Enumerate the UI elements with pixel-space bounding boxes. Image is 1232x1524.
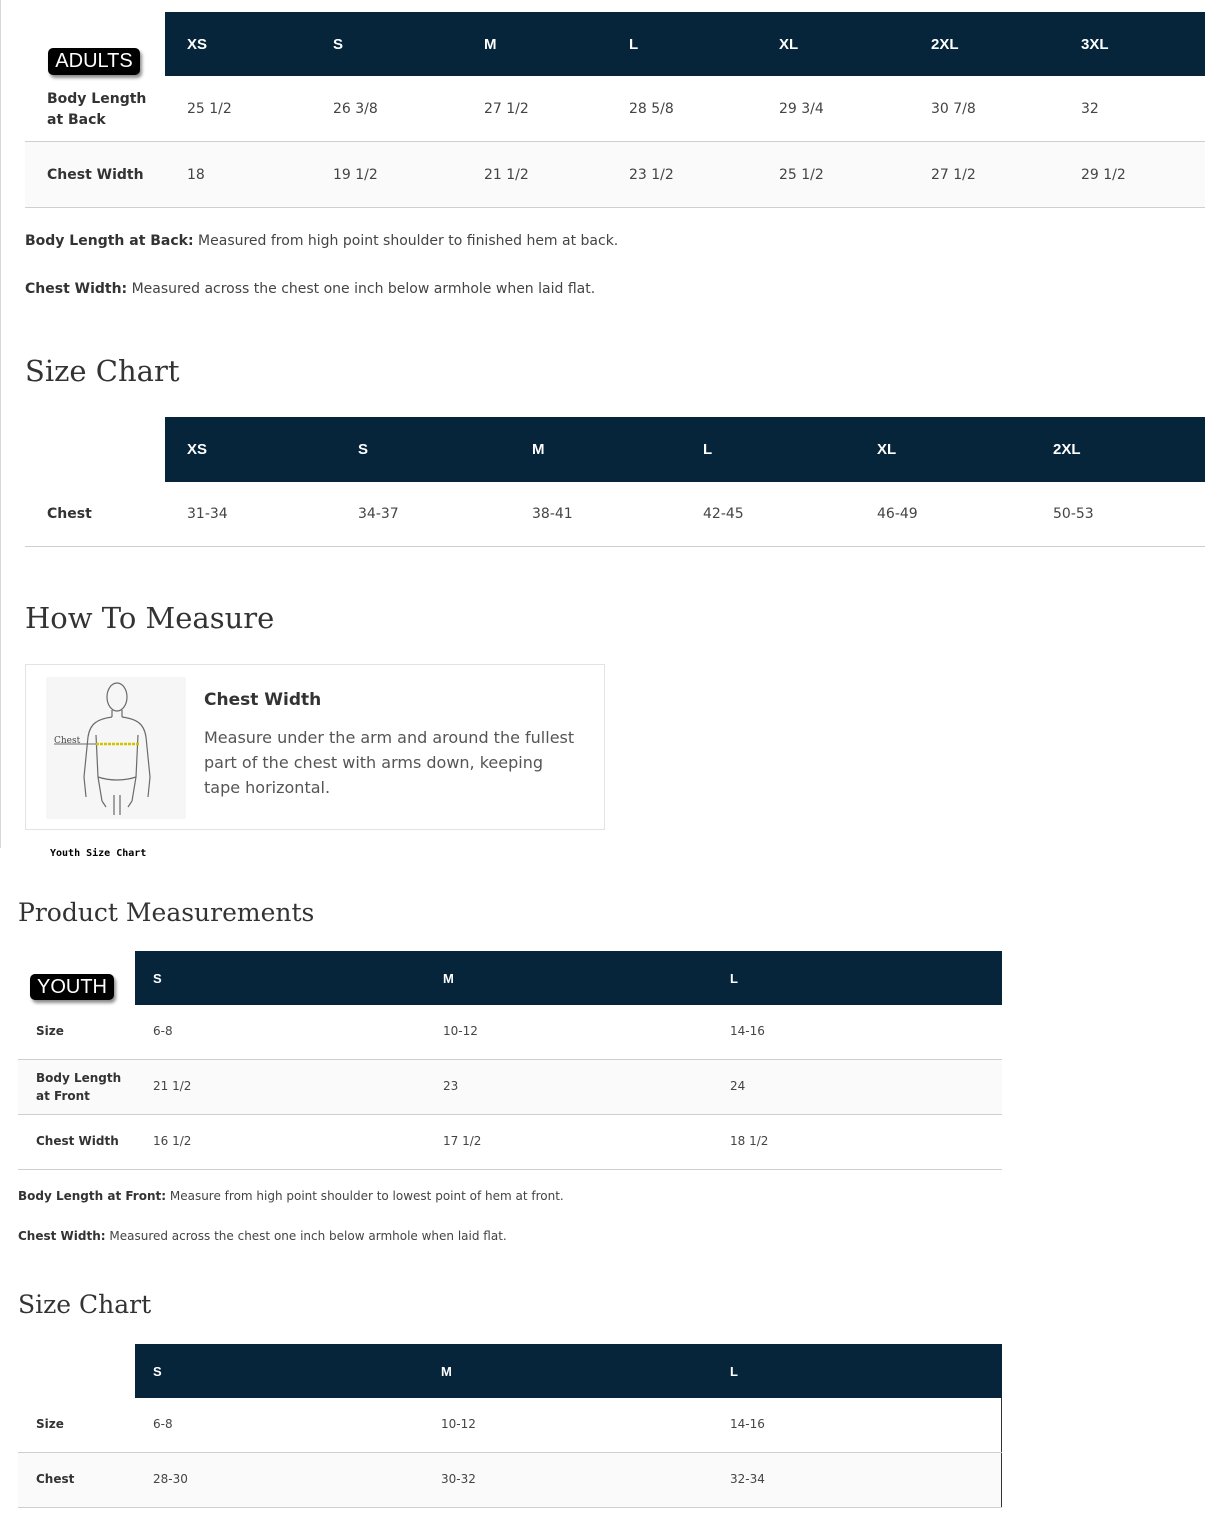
youth-tag: [30, 974, 114, 1000]
table-cell: 30-32: [441, 1472, 476, 1486]
table-cell: 16 1/2: [153, 1134, 192, 1148]
table-cell: 31-34: [187, 506, 228, 522]
note-text: Measure from high point shoulder to lowest point of hem at front.: [166, 1189, 564, 1203]
column-header: 3XL: [1081, 36, 1109, 53]
card-title: Chest Width: [204, 690, 322, 710]
column-header: L: [730, 971, 738, 986]
table-row: [25, 142, 1205, 207]
measurement-note: [18, 1229, 507, 1243]
row-label: Body Length at Front: [36, 1071, 122, 1103]
section-heading: How To Measure: [25, 601, 275, 635]
body-figure-icon: [46, 677, 186, 819]
column-header: XL: [877, 441, 897, 458]
note-term: Chest Width:: [25, 281, 128, 297]
youth-tag-label: YOUTH: [37, 975, 107, 998]
table-row: [18, 1115, 1002, 1169]
note-text: Measured from high point shoulder to finished hem at back.: [193, 233, 619, 249]
column-header: M: [443, 971, 454, 986]
section-heading: Product Measurements: [18, 898, 315, 927]
table-cell: 25 1/2: [187, 101, 232, 117]
row-divider: [18, 1169, 1002, 1170]
figure-chest-label: Chest: [54, 736, 81, 746]
table-cell: 28 5/8: [629, 101, 674, 117]
column-header: S: [333, 36, 344, 53]
column-header: 2XL: [931, 36, 959, 53]
adults-tag-label: ADULTS: [55, 50, 133, 72]
note-term: Chest Width:: [18, 1229, 106, 1243]
youth-size-chart-header: [135, 1344, 1002, 1398]
table-cell: 6-8: [153, 1417, 173, 1431]
table-cell: 19 1/2: [333, 167, 378, 183]
row-divider: [18, 1507, 1002, 1508]
table-cell: 30 7/8: [931, 101, 976, 117]
row-label: Body Length at Back: [47, 91, 147, 128]
table-cell: 28-30: [153, 1472, 188, 1486]
column-header: XS: [187, 36, 208, 53]
how-to-measure-card: [25, 664, 605, 830]
table-cell: 18: [187, 167, 205, 183]
row-label: Size: [36, 1417, 64, 1431]
table-cell: 50-53: [1053, 506, 1094, 522]
table-cell: 23: [443, 1079, 459, 1093]
table-cell: 10-12: [443, 1024, 478, 1038]
table-cell: 10-12: [441, 1417, 476, 1431]
table-cell: 14-16: [730, 1024, 765, 1038]
column-header: S: [153, 971, 162, 986]
note-text: Measured across the chest one inch below armhole when laid flat.: [127, 281, 596, 297]
row-label: Chest: [36, 1472, 75, 1486]
column-header: S: [153, 1364, 162, 1379]
section-heading: Size Chart: [18, 1290, 152, 1319]
table-cell: 29 1/2: [1081, 167, 1126, 183]
table-row: [18, 1005, 1002, 1059]
table-cell: 23 1/2: [629, 167, 674, 183]
size-chart-header: [165, 417, 1205, 482]
note-term: Body Length at Back:: [25, 233, 194, 249]
note-text: Measured across the chest one inch below armhole when laid flat.: [105, 1229, 507, 1243]
card-description: Measure under the arm and around the fullest part of the chest with arms down, keeping tape horizontal.: [204, 728, 575, 797]
column-header: L: [703, 441, 713, 458]
column-header: XS: [187, 441, 208, 458]
table-row: [25, 76, 1205, 142]
table-cell: 14-16: [730, 1417, 765, 1431]
row-label: Chest Width: [47, 167, 144, 183]
measurement-note: [18, 1189, 564, 1203]
table-cell: 42-45: [703, 506, 744, 522]
table-cell: 34-37: [358, 506, 399, 522]
table-cell: 38-41: [532, 506, 573, 522]
column-header: XL: [779, 36, 799, 53]
table-cell: 46-49: [877, 506, 918, 522]
table-row: [18, 1453, 1002, 1507]
table-cell: 18 1/2: [730, 1134, 769, 1148]
table-cell: 21 1/2: [484, 167, 529, 183]
youth-caption: Youth Size Chart: [50, 848, 147, 859]
row-divider: [25, 546, 1205, 547]
table-cell: 27 1/2: [931, 167, 976, 183]
adult-table-header: [165, 12, 1205, 76]
table-cell: 25 1/2: [779, 167, 824, 183]
table-cell: 32-34: [730, 1472, 765, 1486]
column-header: L: [629, 36, 639, 53]
column-header: L: [730, 1364, 738, 1379]
measurement-note: [25, 233, 618, 249]
measurement-note: [25, 281, 595, 297]
body-figure-illustration: [46, 677, 186, 819]
row-label: Chest Width: [36, 1134, 119, 1148]
table-row: [18, 1060, 1002, 1114]
column-header: 2XL: [1053, 441, 1081, 458]
table-cell: 17 1/2: [443, 1134, 482, 1148]
table-cell: 29 3/4: [779, 101, 824, 117]
column-header: S: [358, 441, 369, 458]
table-cell: 26 3/8: [333, 101, 378, 117]
note-term: Body Length at Front:: [18, 1189, 167, 1203]
table-row: [25, 482, 1205, 546]
table-cell: 24: [730, 1079, 746, 1093]
row-label: Chest: [47, 506, 92, 522]
row-label: Size: [36, 1024, 64, 1038]
column-header: M: [441, 1364, 452, 1379]
table-row: [18, 1398, 1002, 1452]
section-heading: Size Chart: [25, 354, 180, 388]
youth-table-header: [135, 951, 1002, 1005]
column-header: M: [532, 441, 545, 458]
row-divider: [25, 207, 1205, 208]
table-cell: 32: [1081, 101, 1099, 117]
adults-tag: [48, 48, 140, 75]
column-header: M: [484, 36, 497, 53]
table-cell: 21 1/2: [153, 1079, 192, 1093]
table-cell: 27 1/2: [484, 101, 529, 117]
table-cell: 6-8: [153, 1024, 173, 1038]
